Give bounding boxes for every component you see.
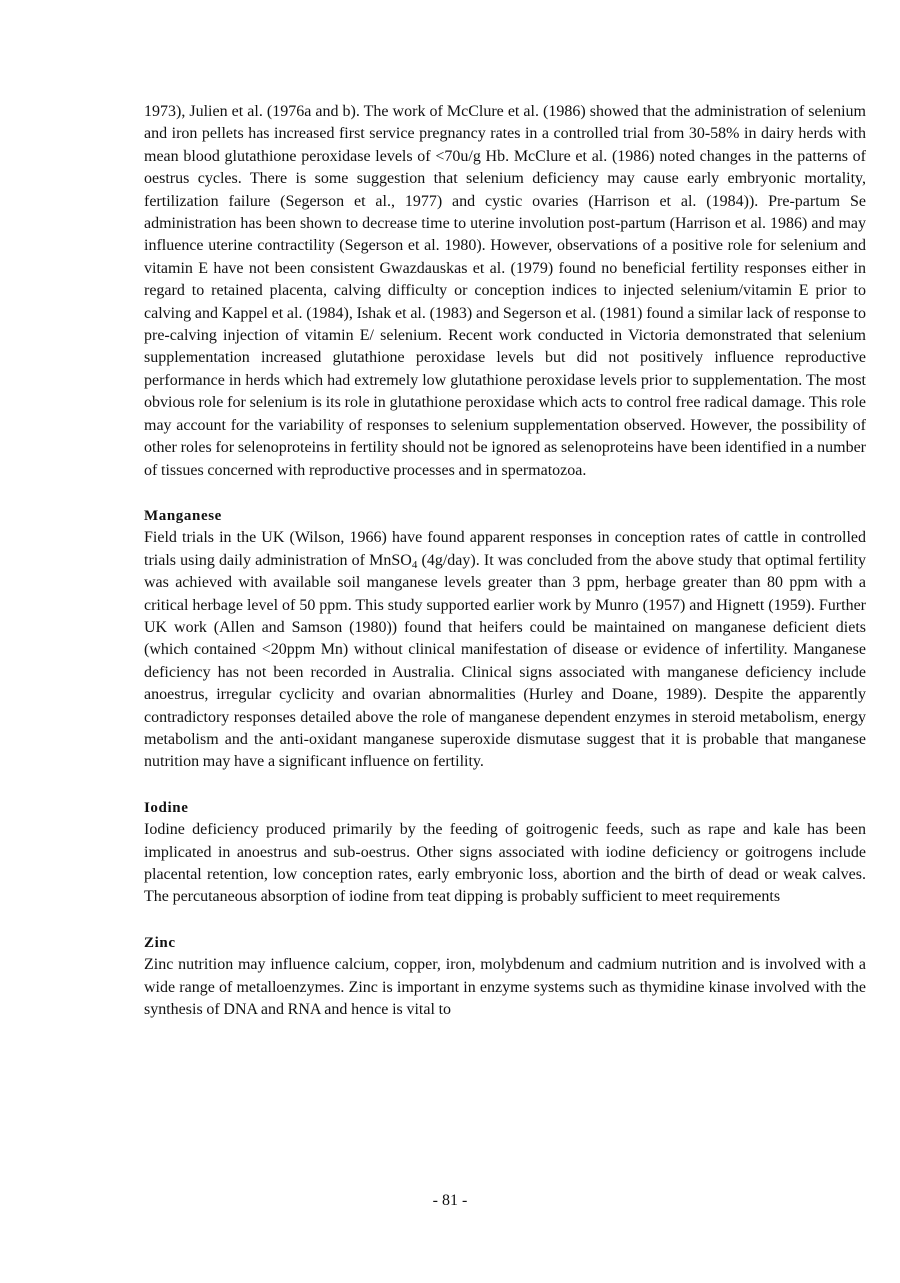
section-heading-iodine: Iodine	[144, 799, 189, 816]
document-page	[144, 101, 866, 1021]
page-number: - 81 -	[432, 1192, 468, 1209]
zinc-paragraph: Zinc nutrition may influence calcium, copper, iron, molybdenum and cadmium nutrition and is involved with a wide range of metalloenzymes. Zinc is important in enzyme systems such as thymidine kinase involved with the synthesis of DNA and RNA and hence is vital to	[144, 956, 866, 1019]
formula-main: MnSO	[369, 551, 412, 569]
intro-paragraph: 1973), Julien et al. (1976a and b). The work of McClure et al. (1986) showed that the administration of selenium and iron pellets has increased first service pregnancy rates in a controlled trial from 30-58% in dairy herds with mean blood glutathione peroxidase levels of <70u/g Hb. McClure et al. (1986) noted changes in the patterns of oestrus cycles. There is some suggestion that selenium deficiency may cause early embryonic mortality, fertilization failure (Segerson et al., 1977) and cystic ovaries (Harrison et al. (1984)). Pre-partum Se administration has been shown to decrease time to uterine involution post-partum (Harrison et al. 1986) and may influence uterine contractility (Segerson et al. 1980). However, observations of a positive role for selenium and vitamin E have not been consistent Gwazdauskas et al. (1979) found no beneficial fertility responses either in regard to retained placenta, calving difficulty or conception indices to injected selenium/vitamin E prior to calving and Kappel et al. (1984), Ishak et al. (1983) and Segerson et al. (1981) found a similar lack of response to pre-calving injection of vitamin E/ selenium. Recent work conducted in Victoria demonstrated that selenium supplementation increased glutathione peroxidase levels but did not positively influence reproductive performance in herds which had extremely low glutathione peroxidase levels prior to supplementation. The most obvious role for selenium is its role in glutathione peroxidase which acts to control free radical damage. This role may account for the variability of responses to selenium supplementation observed. However, the possibility of other roles for selenoproteins in fertility should not be ignored as selenoproteins have been identified in a number of tissues concerned with reproductive processes and in spermatozoa.	[144, 103, 866, 479]
manganese-text-after-formula: (4g/day). It was concluded from the above study that optimal fertility was achieved with available soil manganese levels greater than 3 ppm, herbage greater than 80 ppm with a critical herbage level of 50 ppm. This study supported earlier work by Munro (1957) and Hignett (1959). Further UK work (Allen and Samson (1980)) found that heifers could be maintained on manganese deficient diets (which contained <20ppm Mn) without clinical manifestation of disease or evidence of infertility. Manganese deficiency has not been recorded in Australia. Clinical signs associated with manganese deficiency include anoestrus, irregular cyclicity and ovarian abnormalities (Hurley and Doane, 1989). Despite the apparently contradictory responses detailed above the role of manganese dependent enzymes in steroid metabolism, energy metabolism and the anti-oxidant manganese superoxide dismutase suggest that it is probable that manganese nutrition may have a significant influence on fertility.	[144, 551, 866, 771]
chemical-formula	[369, 552, 417, 569]
section-iodine	[144, 797, 866, 909]
manganese-paragraph	[144, 527, 866, 773]
section-heading-zinc: Zinc	[144, 934, 176, 951]
section-zinc	[144, 932, 866, 1022]
iodine-paragraph: Iodine deficiency produced primarily by the feeding of goitrogenic feeds, such as rape and kale has been implicated in anoestrus and sub-oestrus. Other signs associated with iodine deficiency or goitrogens include placental retention, low conception rates, early embryonic loss, abortion and the birth of dead or weak calves. The percutaneous absorption of iodine from teat dipping is probably sufficient to meet requirements	[144, 821, 866, 906]
manganese-text-before-formula: Field trials in the UK (Wilson, 1966) have found apparent responses in conception rates of cattle in controlled trials using daily administration of	[144, 529, 866, 569]
formula-subscript: 4	[411, 558, 418, 571]
section-manganese	[144, 505, 866, 774]
section-heading-manganese: Manganese	[144, 507, 222, 524]
